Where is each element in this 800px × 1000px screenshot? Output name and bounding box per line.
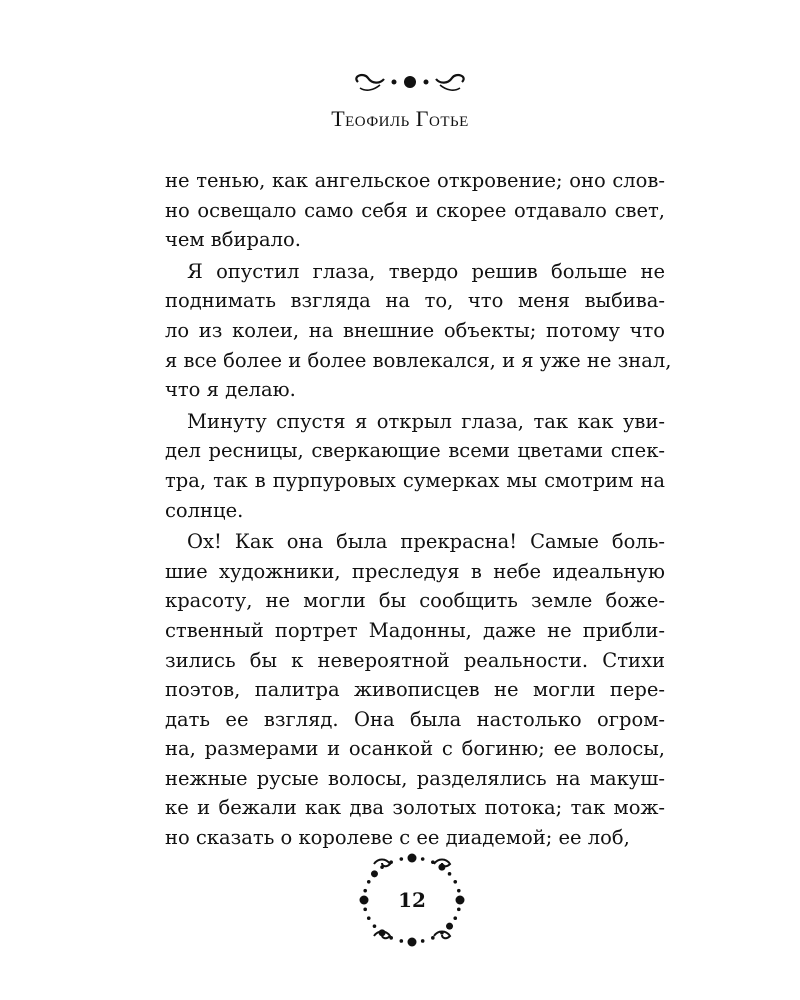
text-line: что я делаю.	[165, 378, 296, 402]
text-line: Ох! Как она была прекрасна! Самые боль-	[187, 530, 665, 554]
wreath-flourish	[374, 860, 390, 867]
wreath-dot	[400, 857, 404, 861]
text-line: я все более и более вовлекался, и я уже не знал,	[165, 348, 672, 372]
text-line: ло из колеи, на внешние объекты; потому что	[165, 318, 665, 342]
wreath-dot	[408, 854, 417, 863]
wreath-dot	[367, 916, 371, 920]
text-line: нежные русые волосы, разделялись на макуш-	[165, 766, 665, 790]
running-header-author: Теофиль Готье	[331, 106, 469, 131]
text-line: чем вбирало.	[165, 228, 301, 252]
text-line: поднимать взгляда на то, что меня выбива-	[165, 289, 665, 313]
wreath-dot	[373, 924, 377, 928]
text-line: но сказать о королеве с ее диадемой; ее лоб,	[165, 826, 630, 850]
text-line: дел ресницы, сверкающие всеми цветами спек-	[165, 439, 665, 463]
wreath-dot	[421, 939, 425, 943]
wreath-dot	[408, 938, 417, 947]
text-line: но освещало само себя и скорее отдавало свет,	[165, 198, 665, 222]
text-line: зились бы к невероятной реальности. Стихи	[165, 648, 665, 672]
wreath-flourish	[434, 860, 450, 867]
text-line: ственный портрет Мадонны, даже не прибли-	[165, 618, 665, 642]
text-line: Я опустил глаза, твердо решив больше не	[187, 259, 665, 283]
page-number: 12	[398, 888, 426, 912]
wreath-dot	[400, 939, 404, 943]
text-line: дать ее взгляд. Она была настолько огром-	[165, 707, 665, 731]
wreath-dot	[448, 872, 452, 876]
wreath-dot	[453, 916, 457, 920]
wreath-dot	[446, 923, 453, 930]
text-line: поэтов, палитра живописцев не могли пере-	[165, 678, 665, 702]
text-line: шие художники, преследуя в небе идеальную	[165, 559, 665, 583]
text-line: солнце.	[165, 498, 244, 522]
text-line: на, размерами и осанкой с богиню; ее волосы,	[165, 737, 665, 761]
text-line: красоту, не могли бы сообщить земле боже-	[165, 589, 665, 613]
wreath-dot	[367, 880, 371, 884]
wreath-dot	[371, 870, 378, 877]
text-line: не тенью, как ангельское откровение; оно слов-	[165, 169, 665, 192]
wreath-dot	[431, 936, 435, 940]
wreath-dot	[421, 857, 425, 861]
text-line: ке и бежали как два золотых потока; так мож-	[165, 796, 665, 820]
text-line: тра, так в пурпуровых сумерках мы смотрим на	[165, 468, 665, 492]
wreath-dot	[453, 880, 457, 884]
text-line: Минуту спустя я открыл глаза, так как уви-	[187, 409, 665, 433]
header-ornament-icon	[350, 70, 470, 96]
body-text	[165, 166, 672, 853]
